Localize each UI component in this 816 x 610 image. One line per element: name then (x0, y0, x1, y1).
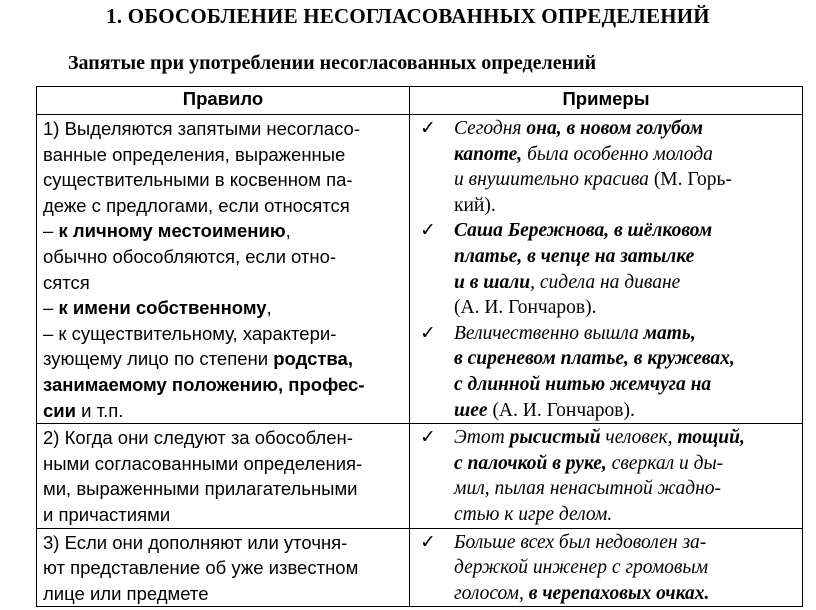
example-text (450, 530, 800, 607)
checkmark-icon: ✓ (420, 321, 436, 344)
example-fragment: она, в новом голубом (526, 118, 704, 139)
column-header-examples: Примеры (410, 87, 803, 115)
rule-line (43, 244, 407, 270)
example-fragment: рысистый (509, 427, 601, 449)
rule-line (43, 270, 407, 296)
example-fragment: Больше всех был недоволен за- (454, 531, 707, 553)
rule-line (43, 142, 407, 168)
example-line (454, 346, 800, 372)
examples-cell (410, 115, 803, 424)
example-line (454, 167, 800, 193)
checkmark-icon: ✓ (420, 117, 436, 139)
examples-cell (410, 424, 803, 528)
rule-text: сятся (43, 271, 90, 293)
example-fragment: Сегодня (454, 118, 527, 139)
example-text (450, 116, 800, 218)
example-line (454, 218, 800, 244)
example-fragment: платье, в чепце на затылке (454, 245, 695, 267)
rule-text: 2) Когда они следуют за обособлен- (43, 427, 353, 449)
checkmark-icon: ✓ (420, 219, 436, 242)
example-line (454, 321, 800, 347)
example-fragment: (А. И. Гончаров). (454, 297, 597, 319)
rule-line (43, 398, 407, 424)
example-line (454, 372, 800, 398)
example-fragment: с палочкой в руке, (454, 452, 607, 474)
rule-line (43, 116, 407, 142)
example-line (454, 142, 800, 168)
rule-text: зующему лицо по степени (43, 348, 274, 370)
rule-text: 1) Выделяются запятыми несогласо- (43, 118, 361, 139)
example-line (454, 193, 800, 219)
rule-line (43, 451, 407, 477)
example-item (414, 218, 800, 320)
rule-text: , (285, 220, 291, 242)
example-line (454, 502, 800, 528)
example-text (450, 321, 800, 423)
rule-text: существительными в косвенном па- (43, 169, 353, 191)
rule-line (43, 346, 407, 372)
rule-line (43, 476, 407, 502)
rule-line (43, 295, 407, 321)
rule-text: , (266, 297, 272, 319)
example-line (454, 555, 800, 581)
rule-text: лице или предмете (43, 582, 209, 604)
rule-text: – (43, 220, 59, 242)
example-item (414, 116, 800, 218)
rule-text: к имени собственному (58, 297, 267, 319)
rule-text: ют представление об уже известном (43, 557, 359, 579)
example-fragment: Саша Бережнова, в шёлковом (454, 220, 713, 242)
example-line (454, 295, 800, 321)
example-line (454, 270, 800, 296)
example-fragment: Величественно вышла (454, 322, 644, 344)
rule-text: родства, (273, 348, 353, 370)
rule-line (43, 193, 407, 219)
example-fragment: мать, (643, 322, 696, 344)
example-fragment: в черепаховых очках. (528, 582, 710, 604)
examples-cell (410, 528, 803, 607)
example-text (450, 218, 800, 320)
rule-text: – (43, 297, 59, 319)
example-fragment: тощий, (677, 427, 745, 449)
example-fragment: голосом, (454, 582, 529, 604)
rule-line (43, 425, 407, 451)
example-fragment: и внушительно красива (454, 169, 654, 191)
rule-line (43, 218, 407, 244)
example-fragment: капоте, (454, 143, 523, 165)
example-line (454, 530, 800, 556)
rule-line (43, 167, 407, 193)
example-line (454, 476, 800, 502)
example-fragment: сверкал и ды- (606, 452, 724, 474)
checkmark-icon: ✓ (420, 530, 436, 553)
example-line (454, 244, 800, 270)
example-fragment: с длинной нитью жемчуга на (454, 373, 712, 395)
rule-line (43, 321, 407, 347)
example-fragment: , сидела на диване (530, 271, 681, 293)
rule-cell (37, 424, 410, 528)
rule-text: 3) Если они дополняют или уточня- (43, 531, 348, 553)
rule-text: – к существительному, характери- (43, 322, 337, 344)
rule-line (43, 555, 407, 581)
table-row (37, 424, 803, 528)
example-fragment: кий). (454, 194, 496, 216)
rule-text: деже с предлогами, если относятся (43, 194, 350, 216)
example-line (454, 116, 800, 142)
table-row (37, 528, 803, 607)
example-fragment: Этот (454, 427, 510, 449)
rule-cell (37, 115, 410, 424)
example-line (454, 581, 800, 607)
checkmark-icon: ✓ (420, 426, 436, 449)
example-line (454, 425, 800, 451)
example-fragment: шее (454, 399, 488, 421)
rule-text: ными согласованными определения- (43, 452, 363, 474)
rule-text: сии (43, 399, 77, 421)
example-line (454, 451, 800, 477)
rule-text: и т.п. (76, 399, 124, 421)
rule-text: обычно обособляются, если отно- (43, 245, 337, 267)
rule-text: ванные определения, выраженные (43, 143, 346, 165)
example-item (414, 321, 800, 423)
table-row (37, 115, 803, 424)
example-item (414, 530, 800, 607)
example-fragment: была особенно молода (522, 143, 713, 165)
example-fragment: и в шали (454, 271, 531, 293)
rule-line (43, 372, 407, 398)
column-header-rule: Правило (37, 87, 410, 115)
rule-line (43, 581, 407, 607)
example-fragment: в сиреневом платье, в кружевах, (454, 348, 735, 370)
rule-line (43, 502, 407, 528)
example-fragment: держкой инженер с громовым (454, 557, 709, 579)
example-fragment: человек, (600, 427, 678, 449)
rule-text: и причастиями (43, 503, 171, 525)
rule-text: ми, выраженными прилагательными (43, 478, 358, 500)
example-fragment: мил, пылая ненасытной жадно- (454, 478, 721, 500)
table-caption: Запятые при употреблении несогласованных определений (68, 52, 597, 74)
rule-line (43, 530, 407, 556)
example-text (450, 425, 800, 527)
page-title: 1. ОБОСОБЛЕНИЕ НЕСОГЛАСОВАННЫХ ОПРЕДЕЛЕНИЙ (106, 4, 710, 28)
rule-text: занимаемому положению, профес- (43, 373, 365, 395)
rule-cell (37, 528, 410, 607)
example-fragment: стью к игре делом. (454, 503, 613, 525)
example-fragment: (М. Горь- (653, 169, 732, 191)
table-header-row (37, 87, 803, 115)
example-item (414, 425, 800, 527)
example-fragment: (А. И. Гончаров). (487, 399, 635, 421)
example-line (454, 398, 800, 424)
rule-text: к личному местоимению (58, 220, 286, 242)
rules-table (36, 86, 803, 607)
